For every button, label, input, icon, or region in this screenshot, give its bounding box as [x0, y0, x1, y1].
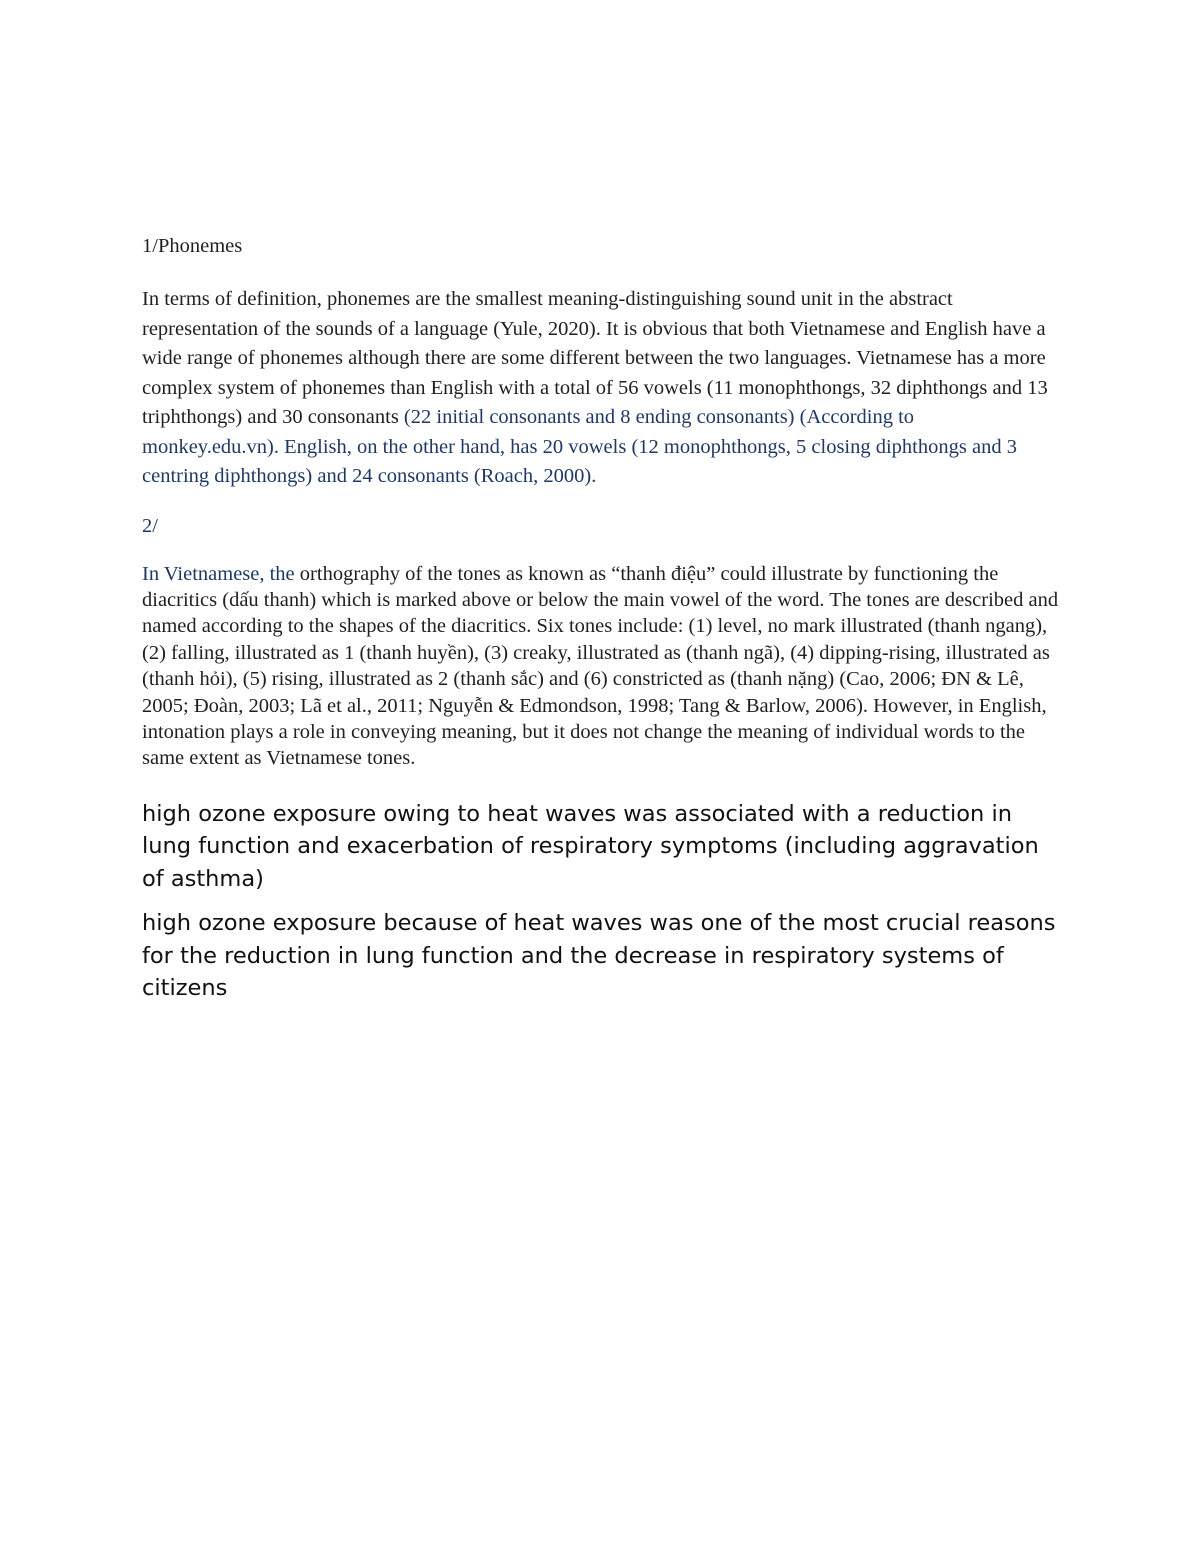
paragraph-tones-text: orthography of the tones as known as “thanh điệu” could illustrate by functioning the diacritics (dấu thanh) which is marked above or below the main vowel of the word. The tones are described and named according to the shapes of the diacritics. Six tones include: (1) level, no mark illustrated (thanh ngang), (2) falling, illustrated as 1 (thanh huyền), (3) creaky, illustrated as (thanh ngã), (4) dipping-rising, illustrated as (thanh hỏi), (5) rising, illustrated as 2 (thanh sắc) and (6) constricted as (thanh nặng) (Cao, 2006; ĐN & Lê, 2005; Đoàn, 2003; Lã et al., 2011; Nguyễn & Edmondson, 1998; Tang & Barlow, 2006). However, in English, intonation plays a role in conveying meaning, but it does not change the meaning of individual words to the same extent as Vietnamese tones.	[142, 562, 1059, 770]
sentence-ozone-1: high ozone exposure owing to heat waves was associated with a reduction in lung function and exacerbation of respiratory symptoms (including aggravation of asthma)	[142, 800, 1039, 892]
paragraph-phonemes-text: In terms of definition, phonemes are the smallest meaning-distinguishing sound unit in the abstract representation of the sounds of a language (Yule, 2020). It is obvious that both Vietnamese and English have a wide range of phonemes although there are some different between the two languages. Vietnamese has a more complex system of phonemes than English with a total of 56 vowels (11 monophthongs, 32 diphthongs and 13 triphthongs) and 30 consonants	[142, 288, 1048, 428]
paragraph-tones-text-accent: In Vietnamese, the	[142, 562, 295, 585]
section-heading-2: 2/	[142, 514, 158, 537]
section-heading-phonemes: 1/Phonemes	[142, 235, 243, 257]
paragraph-tones	[142, 561, 1060, 772]
paragraph-phonemes	[142, 285, 1052, 492]
paragraph-phonemes-text-accent: (22 initial consonants and 8 ending consonants) (According to monkey.edu.vn). English, on the other hand, has 20 vowels (12 monophthongs, 5 closing diphthongs and 3 centring diphthongs) and 24 consonants (Roach, 2000).	[142, 406, 1017, 487]
sentence-ozone-2: high ozone exposure because of heat waves was one of the most crucial reasons for the reduction in lung function and the decrease in respiratory systems of citizens	[142, 910, 1056, 1002]
document-body	[142, 232, 1062, 1017]
